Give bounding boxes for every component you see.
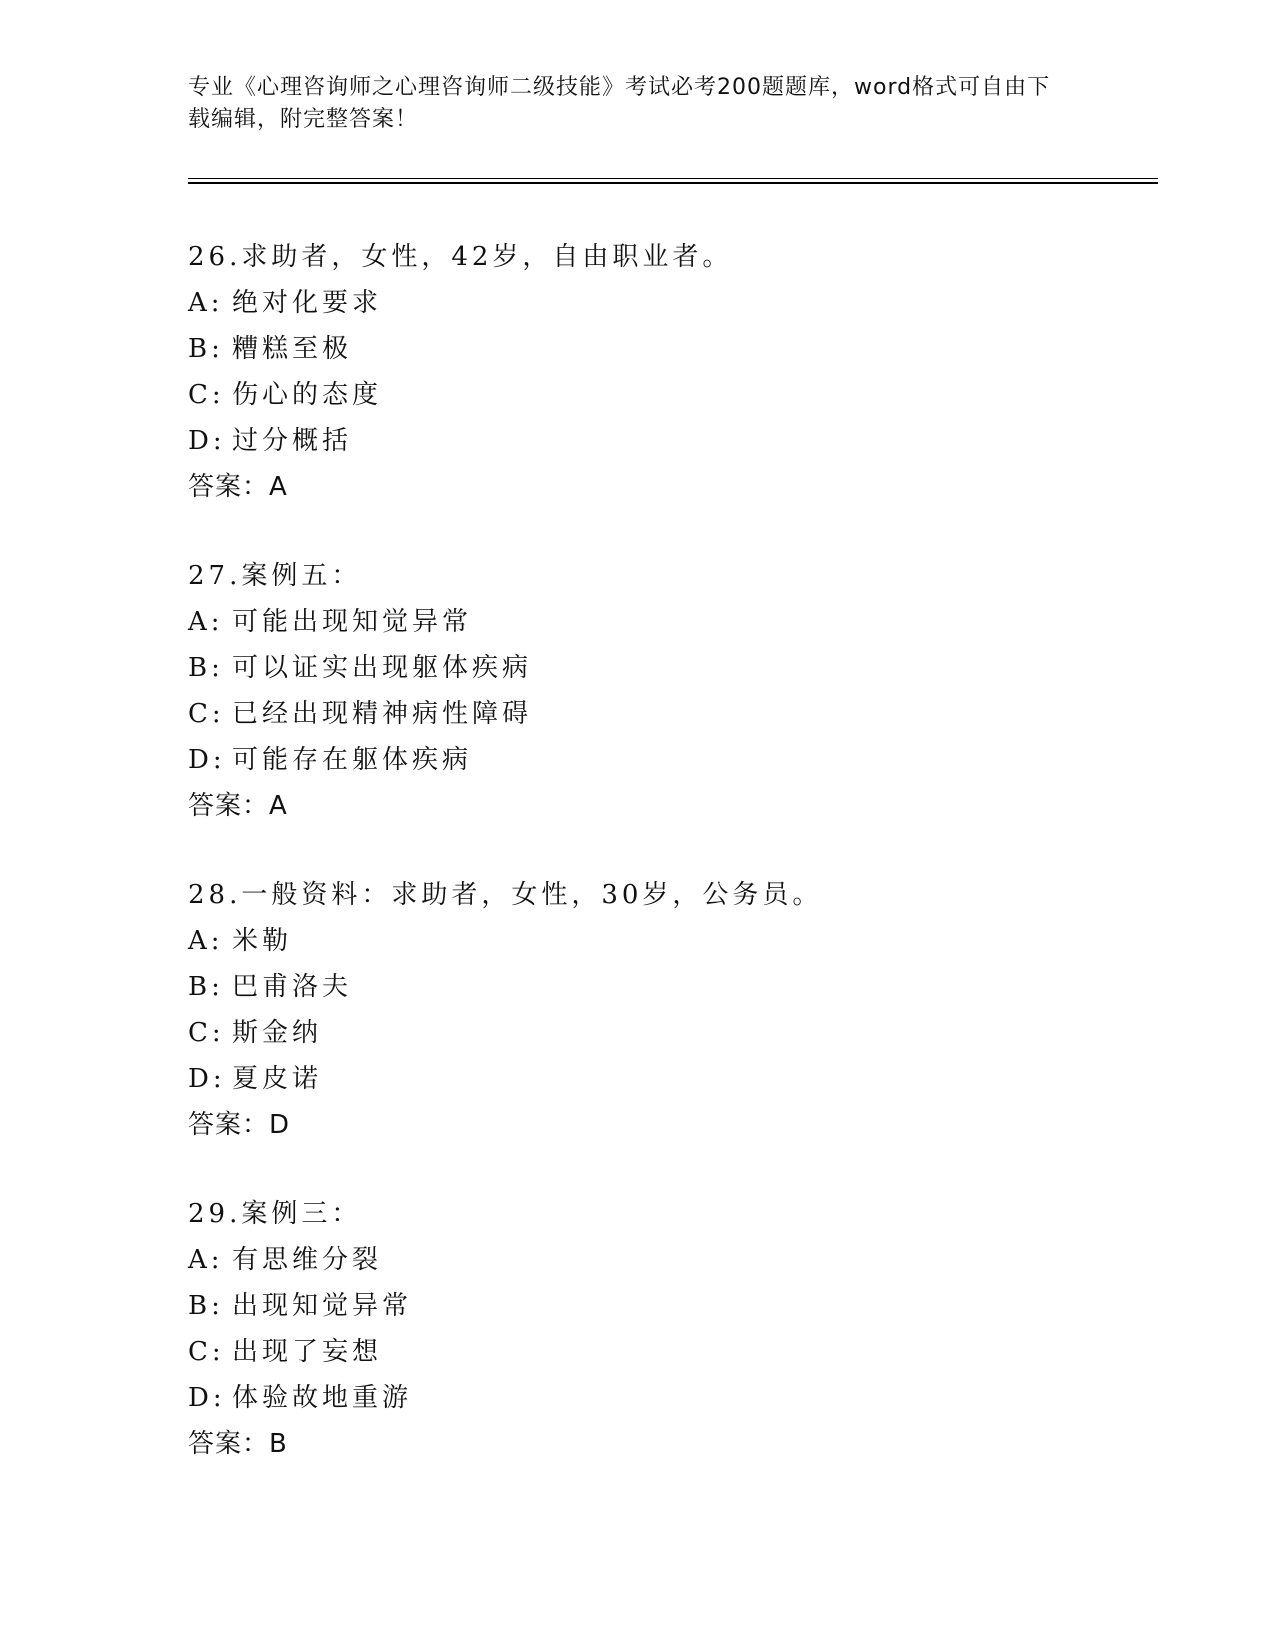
option-text: 夏皮诺 [232, 1064, 323, 1094]
option-key: A: [188, 1245, 224, 1275]
option-a [188, 1237, 1188, 1283]
option-a [188, 599, 1188, 645]
option-key: C: [188, 1018, 225, 1048]
header-divider-thin [188, 178, 1158, 179]
option-a [188, 280, 1188, 326]
question-28 [188, 872, 1188, 1148]
option-key: A: [188, 607, 224, 637]
option-c [188, 372, 1188, 418]
option-key: D: [188, 426, 226, 456]
option-b [188, 964, 1188, 1010]
option-key: C: [188, 380, 225, 410]
option-text: 可以证实出现躯体疾病 [232, 653, 533, 683]
option-text: 绝对化要求 [232, 288, 383, 318]
option-c [188, 691, 1188, 737]
answer-line: 答案：D [188, 1110, 291, 1140]
header-divider-thick [188, 182, 1158, 184]
question-27 [188, 553, 1188, 829]
option-c [188, 1329, 1188, 1375]
option-key: A: [188, 288, 224, 318]
option-text: 体验故地重游 [232, 1383, 413, 1413]
option-d [188, 737, 1188, 783]
option-d [188, 1056, 1188, 1102]
option-text: 糟糕至极 [232, 334, 353, 364]
option-text: 有思维分裂 [232, 1245, 383, 1275]
option-a [188, 918, 1188, 964]
option-text: 已经出现精神病性障碍 [232, 699, 533, 729]
option-key: B: [188, 1291, 224, 1321]
option-text: 出现了妄想 [232, 1337, 383, 1367]
answer-line: 答案：B [188, 1429, 288, 1459]
option-d [188, 1375, 1188, 1421]
option-b [188, 645, 1188, 691]
option-key: D: [188, 745, 226, 775]
answer-line: 答案：A [188, 472, 288, 502]
option-text: 过分概括 [232, 426, 353, 456]
option-key: B: [188, 653, 224, 683]
option-text: 米勒 [232, 926, 293, 956]
option-text: 巴甫洛夫 [232, 972, 353, 1002]
question-stem: 26.求助者，女性，42岁，自由职业者。 [188, 242, 733, 272]
option-key: D: [188, 1064, 226, 1094]
question-stem: 27.案例五： [188, 561, 362, 591]
option-text: 伤心的态度 [232, 380, 383, 410]
option-key: C: [188, 1337, 225, 1367]
option-text: 出现知觉异常 [232, 1291, 413, 1321]
option-text: 可能存在躯体疾病 [232, 745, 473, 775]
question-29 [188, 1191, 1188, 1467]
document-header: 专业《心理咨询师之心理咨询师二级技能》考试必考200题题库，word格式可自由下载编辑，附完整答案！ [188, 75, 1051, 132]
option-b [188, 326, 1188, 372]
question-stem: 29.案例三： [188, 1199, 362, 1229]
option-text: 斯金纳 [232, 1018, 323, 1048]
option-key: C: [188, 699, 225, 729]
question-26 [188, 234, 1188, 510]
question-stem: 28.一般资料：求助者，女性，30岁，公务员。 [188, 880, 823, 910]
option-key: A: [188, 926, 224, 956]
option-key: B: [188, 334, 224, 364]
option-b [188, 1283, 1188, 1329]
option-key: D: [188, 1383, 226, 1413]
option-d [188, 418, 1188, 464]
option-c [188, 1010, 1188, 1056]
option-text: 可能出现知觉异常 [232, 607, 473, 637]
answer-line: 答案：A [188, 791, 288, 821]
option-key: B: [188, 972, 224, 1002]
